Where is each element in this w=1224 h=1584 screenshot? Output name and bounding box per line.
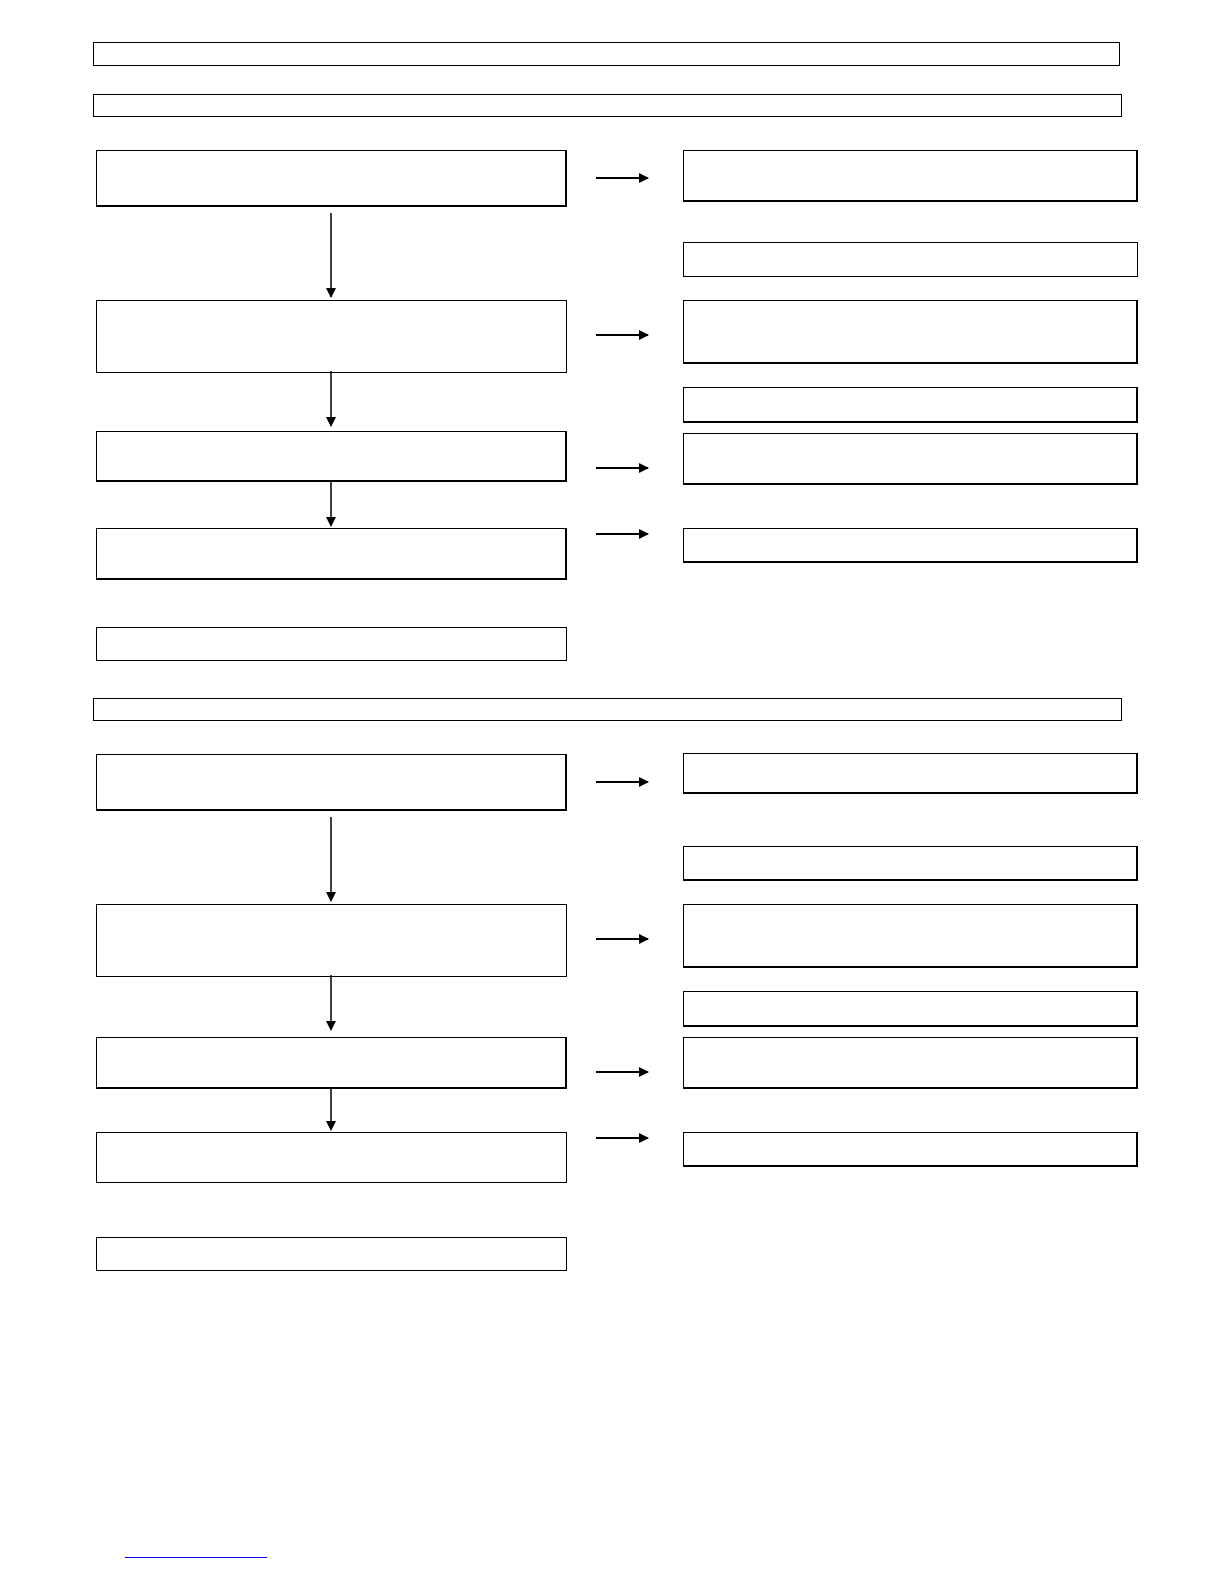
footer-link-underline[interactable] [125, 1557, 267, 1558]
